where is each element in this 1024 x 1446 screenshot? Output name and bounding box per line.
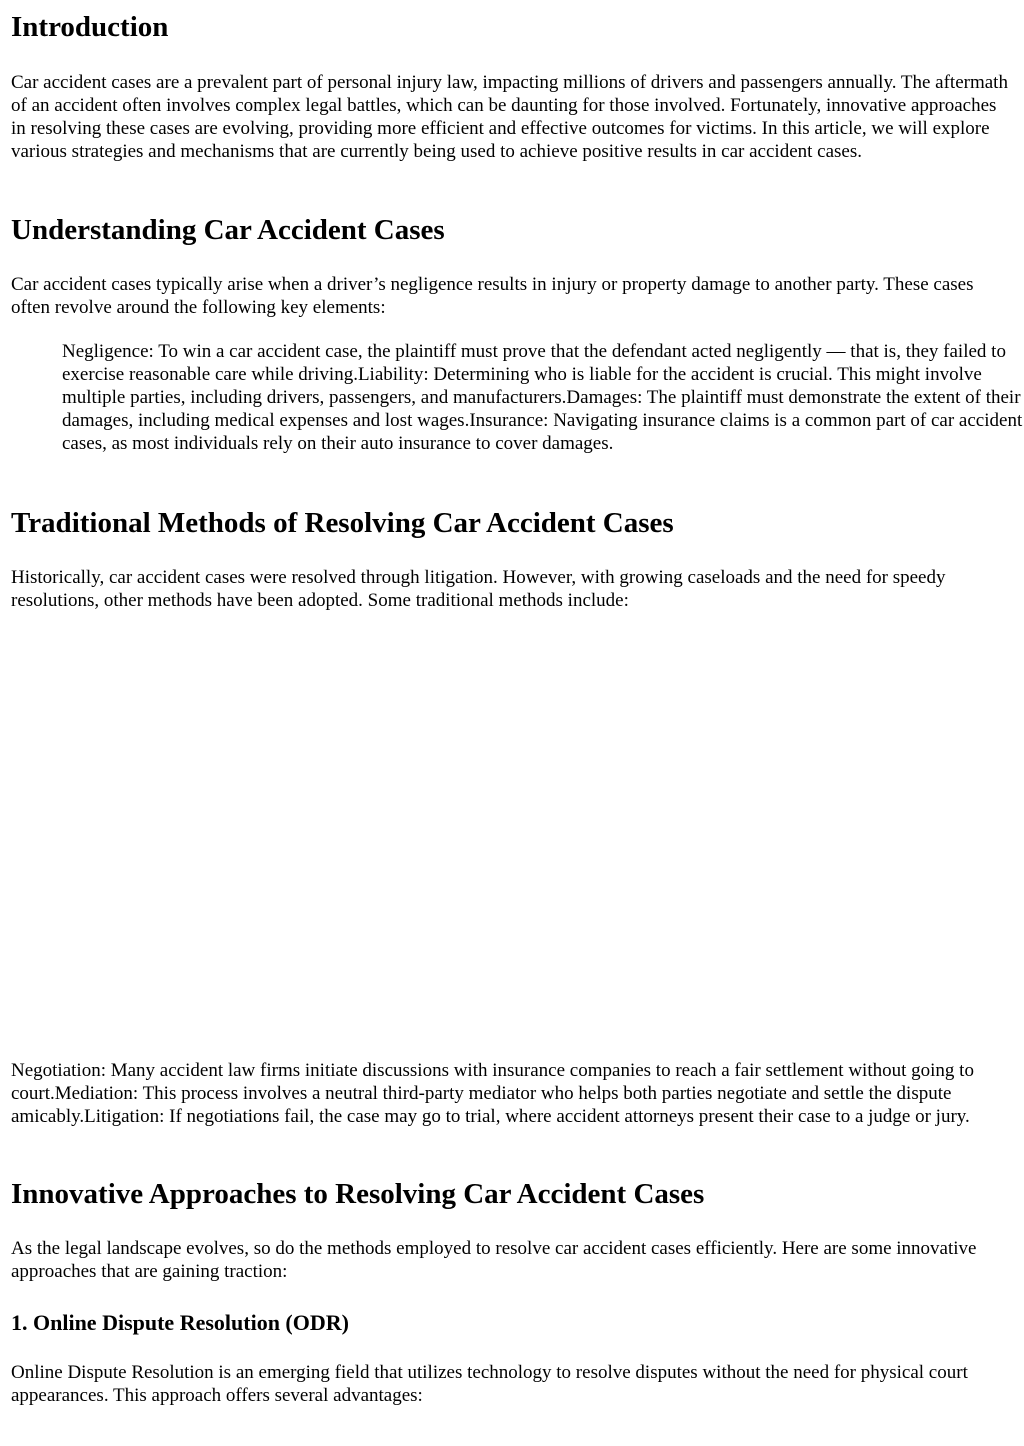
- paragraph-online-dispute-resolution: Online Dispute Resolution is an emerging field that utilizes technology to resolve disputes without the need for physical court appearances. This approach offers several advantages:: [11, 1362, 968, 1406]
- paragraph-traditional-methods: Historically, car accident cases were resolved through litigation. However, with growing caseloads and the need for speedy resolutions, other methods have been adopted. Some traditional methods include:: [11, 567, 946, 611]
- heading-understanding: Understanding Car Accident Cases: [11, 214, 445, 246]
- blockquote-key-elements: Negligence: To win a car accident case, the plaintiff must prove that the defendant acted negligently — that is, they failed to exercise reasonable care while driving.Liability: Determining who is liable for the accident is crucial. This might involve multiple parties, including drivers, passengers, and manufacturers.Damages: The plaintiff must demonstrate the extent of their damages, including medical expenses and lost wages.Insurance: Navigating insurance claims is a common part of car accident cases, as most individuals rely on their auto insurance to cover damages.: [62, 341, 1023, 454]
- blank-image-area: [11, 620, 1013, 1050]
- paragraph-understanding: Car accident cases typically arise when a driver’s negligence results in injury or property damage to another party. These cases often revolve around the following key elements:: [11, 274, 974, 318]
- paragraph-introduction: Car accident cases are a prevalent part of personal injury law, impacting millions of drivers and passengers annually. The aftermath of an accident often involves complex legal battles, which can be daunting for those involved. Fortunately, innovative approaches in resolving these cases are evolving, providing more efficient and effective outcomes for victims. In this article, we will explore various strategies and mechanisms that are currently being used to achieve positive results in car accident cases.: [11, 72, 1008, 162]
- paragraph-traditional-methods-list: Negotiation: Many accident law firms initiate discussions with insurance companies to reach a fair settlement without going to court.Mediation: This process involves a neutral third-party mediator who helps both parties negotiate and settle the dispute amicably.Litigation: If negotiations fail, the case may go to trial, where accident attorneys present their case to a judge or jury.: [11, 1060, 974, 1127]
- heading-innovative-approaches: Innovative Approaches to Resolving Car Accident Cases: [11, 1178, 705, 1210]
- heading-introduction: Introduction: [11, 11, 169, 43]
- heading-traditional-methods: Traditional Methods of Resolving Car Accident Cases: [11, 507, 674, 539]
- paragraph-innovative-approaches: As the legal landscape evolves, so do the methods employed to resolve car accident cases efficiently. Here are some innovative approaches that are gaining traction:: [11, 1238, 977, 1282]
- heading-online-dispute-resolution: 1. Online Dispute Resolution (ODR): [11, 1310, 349, 1335]
